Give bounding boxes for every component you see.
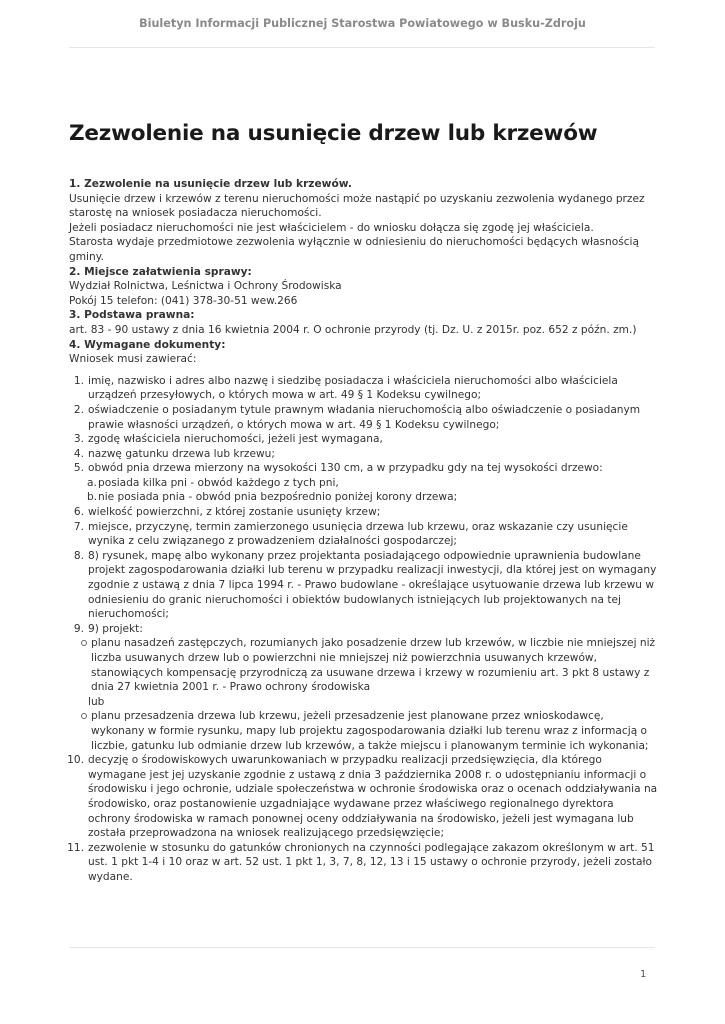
list-item: 8. 8) rysunek, mapę albo wykonany przez projektanta posiadającego odpowiednie uprawnienia budowlane projekt zagospodarowania działki lub terenu w przypadku realizacji inwestycji, dla której jest on wymagany zgodnie z ustawą z dnia 7 lipca 1994 r. - Prawo budowlane - określające usytuowanie drzewa lub krzewu w odniesieniu do granic nieruchomości i obiektów budowlanych istniejących lub projektowanych na tej nieruchomości; <box>73 549 657 621</box>
page-title: Zezwolenie na usunięcie drzew lub krzewów <box>69 121 598 146</box>
list-item: 4. nazwę gatunku drzewa lub krzewu; <box>73 447 275 460</box>
circle-bullet-icon <box>81 640 87 646</box>
section-1-text-3: Starosta wydaje przedmiotowe zezwolenia wyłącznie w odniesieniu do nieruchomości będących własnością gminy. <box>69 236 639 263</box>
section-1-heading: 1. Zezwolenie na usunięcie drzew lub krzewów. <box>69 178 352 190</box>
sub-list-item-5 <box>69 476 659 505</box>
list-item: 6. wielkość powierzchni, z której zostanie usunięty krzew; <box>73 506 381 519</box>
footer-divider <box>69 947 655 948</box>
sub-list-item: planu nasadzeń zastępczych, rozumianych jako posadzenie drzew lub krzewów, w liczbie nie mniejszej niż liczba usuwanych drzew lub o powierzchni nie mniejszej niż powierzchnia usuwanych krzewów, stanowiących kompensację przyrodniczą za usuwane drzewa i krzewy w rozumieniu art. 3 pkt 8 ustawy z dnia 27 kwietnia 2001 r. - Prawo ochrony środowiska <box>69 636 659 694</box>
list-item: 1. imię, nazwisko i adres albo nazwę i siedzibę posiadacza i właściciela nieruchomości albo właściciela urządzeń przesyłowych, o których mowa w art. 49 § 1 Kodeksu cywilnego; <box>73 374 618 402</box>
required-documents-list-end <box>69 753 659 884</box>
section-3-heading: 3. Podstawa prawna: <box>69 309 195 322</box>
section-1-text-2: Jeżeli posiadacz nieruchomości nie jest właścicielem - do wniosku dołącza się zgodę jej właściciela. <box>69 221 594 234</box>
sub-list-item-9 <box>69 636 659 694</box>
sub-list-item-9b <box>69 709 659 753</box>
section-2-text-1: Wydział Rolnictwa, Leśnictwa i Ochrony Środowiska <box>69 280 342 293</box>
required-documents-list-cont <box>69 505 659 636</box>
list-item: 5. obwód pnia drzewa mierzony na wysokości 130 cm, a w przypadku gdy na tej wysokości drzewo: <box>73 462 603 475</box>
document-body <box>69 177 659 885</box>
section-4-heading: 4. Wymagane dokumenty: <box>69 338 226 351</box>
list-item: 9. 9) projekt: <box>73 622 143 635</box>
sub-list-item: planu przesadzenia drzewa lub krzewu, jeżeli przesadzenie jest planowane przez wnioskodawcę, wykonany w formie rysunku, mapy lub projektu zagospodarowania działki lub terenu wraz z informacją o liczbie, gatunku lub odmianie drzew lub krzewów, a także miejscu i planowanym terminie ich wykonania; <box>69 709 659 753</box>
sub-list-item: b. nie posiada pnia - obwód pnia bezpośrednio poniżej korony drzewa; <box>87 491 458 504</box>
list-item: 7. miejsce, przyczynę, termin zamierzonego usunięcia drzewa lub krzewu, oraz wskazanie czy usunięcie wynika z celu związanego z prowadzeniem działalności gospodarczej; <box>73 520 628 548</box>
circle-bullet-icon <box>81 713 87 719</box>
item-9-connector: lub <box>88 695 105 708</box>
header-divider <box>69 47 655 48</box>
list-item: 3. zgodę właściciela nieruchomości, jeżeli jest wymagana, <box>73 433 383 446</box>
section-2-heading: 2. Miejsce załatwienia sprawy: <box>69 265 252 278</box>
required-documents-list <box>69 374 659 476</box>
list-item: 10. decyzję o środowiskowych uwarunkowaniach w przypadku realizacji przedsięwzięcia, dla którego wymagane jest jej uzyskanie zgodnie z ustawą z dnia 3 października 2008 r. o udostępnianiu informacji o środowisku i jego ochronie, udziale społeczeństwa w ochronie środowiska oraz o ocenach oddziaływania na środowisko, oraz postanowienie uzgadniające wydawane przez właściwego regionalnego dyrektora ochrony środowiska w ramach ponownej oceny oddziaływania na środowisko, jeżeli jest wymagana lub została przeprowadzona na wniosek realizującego przedsięwzięcie; <box>67 754 658 840</box>
page-number: 1 <box>640 969 647 980</box>
document-header: Biuletyn Informacji Publicznej Starostwa Powiatowego w Busku-Zdroju <box>139 17 586 30</box>
list-item: 2. oświadczenie o posiadanym tytule prawnym władania nieruchomością albo oświadczenie o posiadanym prawie własności urządzeń, o których mowa w art. 49 § 1 Kodeksu cywilnego; <box>73 403 641 431</box>
section-3-text-1: art. 83 - 90 ustawy z dnia 16 kwietnia 2004 r. O ochronie przyrody (tj. Dz. U. z 2015r. poz. 652 z późn. zm.) <box>69 323 637 336</box>
section-2-text-2: Pokój 15 telefon: (041) 378-30-51 wew.266 <box>69 294 298 307</box>
list-item: 11. zezwolenie w stosunku do gatunków chronionych na czynności podlegające zakazom określonym w art. 51 ust. 1 pkt 1-4 i 10 oraz w art. 52 ust. 1 pkt 1, 3, 7, 8, 12, 13 i 15 ustawy o ochronie przyrody, jeżeli zostało wydane. <box>67 841 655 883</box>
sub-list-item: a. posiada kilka pni - obwód każdego z tych pni, <box>87 476 339 489</box>
section-4-intro: Wniosek musi zawierać: <box>69 353 197 366</box>
section-1-text-1: Usunięcie drzew i krzewów z terenu nieruchomości może nastąpić po uzyskaniu zezwolenia wydanego przez starostę na wniosek posiadacza nieruchomości. <box>69 192 645 220</box>
